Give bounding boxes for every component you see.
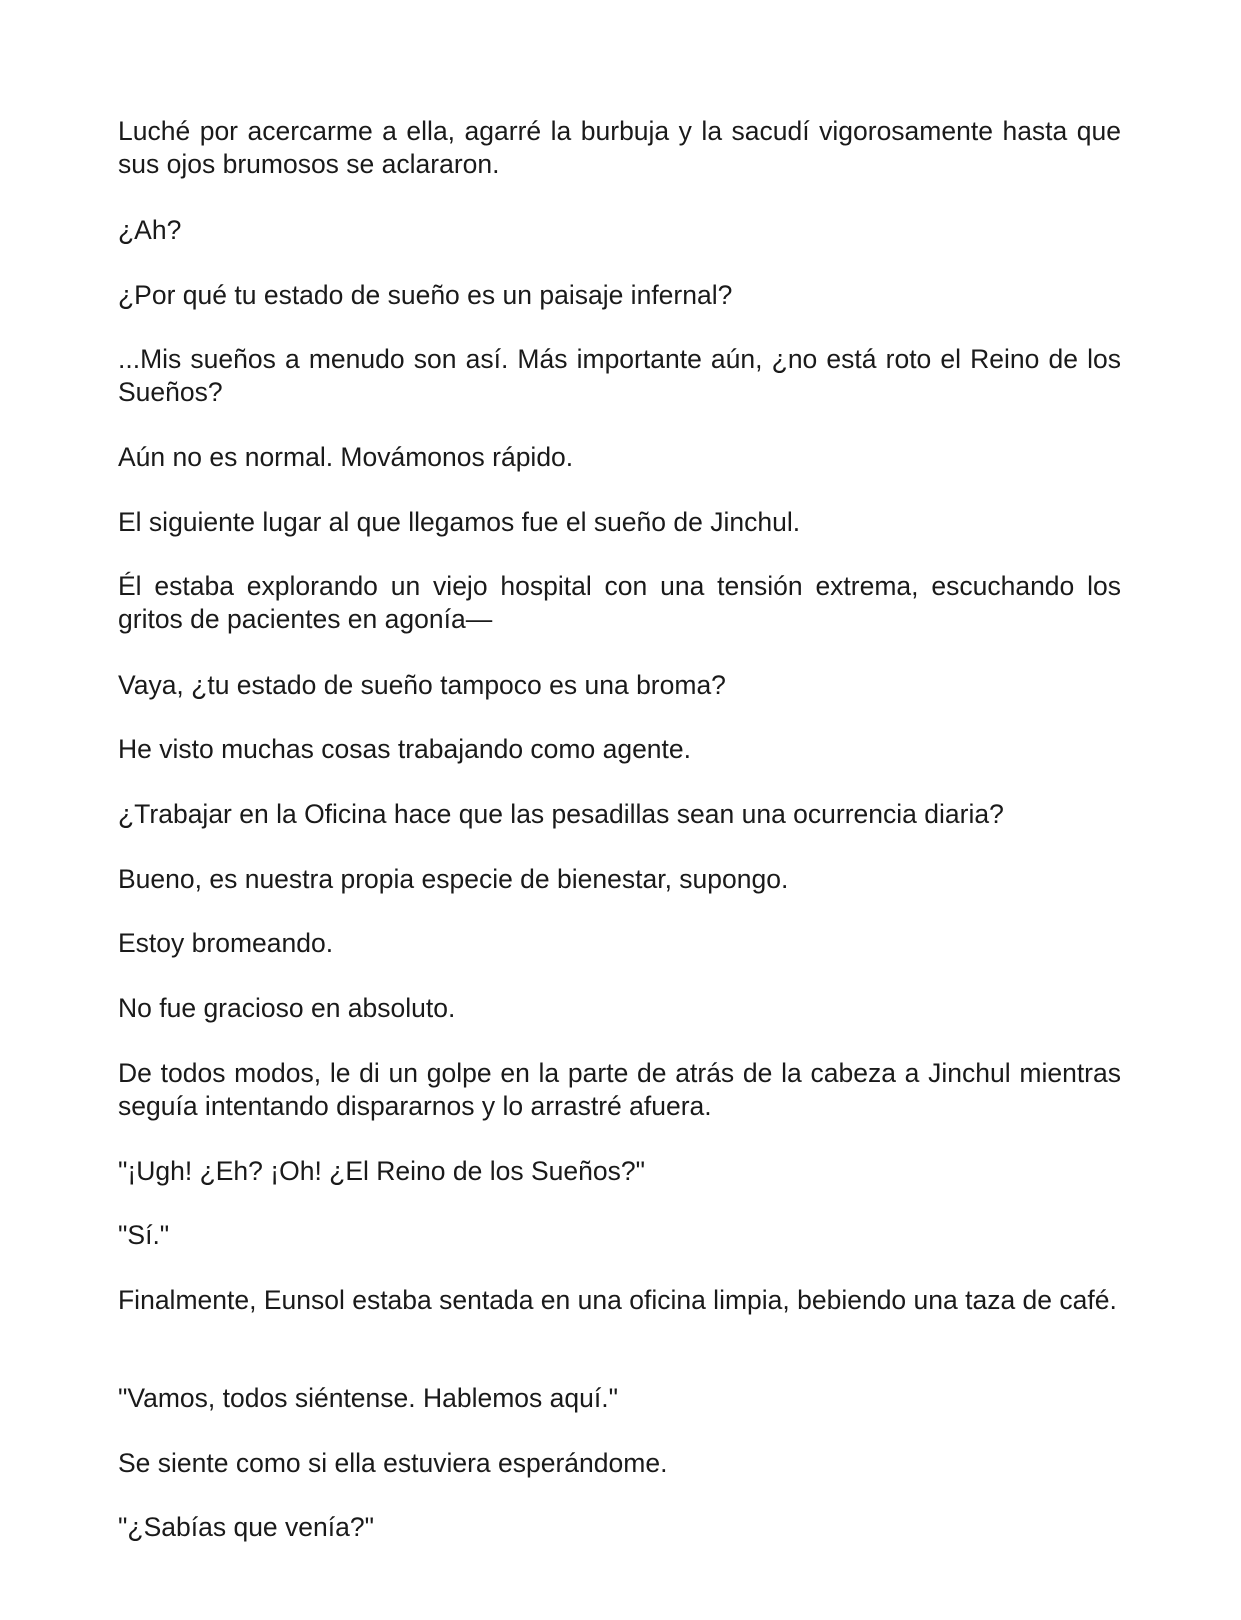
paragraph-9: He visto muchas cosas trabajando como agente. <box>118 734 692 764</box>
paragraph-14: De todos modos, le di un golpe en la parte de atrás de la cabeza a Jinchul mientras seguía intentando dispararnos y lo arrastré afuera. <box>118 1058 1121 1121</box>
paragraph-12: Estoy bromeando. <box>118 928 334 958</box>
paragraph-17: Finalmente, Eunsol estaba sentada en una oficina limpia, bebiendo una taza de café. <box>118 1285 1117 1315</box>
paragraph-5: Aún no es normal. Movámonos rápido. <box>118 442 574 472</box>
paragraph-20: "¿Sabías que venía?" <box>118 1512 375 1542</box>
paragraph-7: Él estaba explorando un viejo hospital con una tensión extrema, escuchando los gritos de pacientes en agonía— <box>118 571 1121 634</box>
paragraph-11: Bueno, es nuestra propia especie de bienestar, supongo. <box>118 864 789 894</box>
paragraph-10: ¿Trabajar en la Oficina hace que las pesadillas sean una ocurrencia diaria? <box>118 799 1004 829</box>
paragraph-1: Luché por acercarme a ella, agarré la burbuja y la sacudí vigorosamente hasta que sus ojos brumosos se aclararon. <box>118 116 1121 179</box>
paragraph-2: ¿Ah? <box>118 215 182 245</box>
paragraph-6: El siguiente lugar al que llegamos fue el sueño de Jinchul. <box>118 507 801 537</box>
paragraph-19: Se siente como si ella estuviera esperándome. <box>118 1448 668 1478</box>
paragraph-8: Vaya, ¿tu estado de sueño tampoco es una broma? <box>118 670 726 700</box>
paragraph-13: No fue gracioso en absoluto. <box>118 993 456 1023</box>
paragraph-18: "Vamos, todos siéntense. Hablemos aquí." <box>118 1383 619 1413</box>
paragraph-4: ...Mis sueños a menudo son así. Más importante aún, ¿no está roto el Reino de los Sueños? <box>118 344 1121 407</box>
paragraph-3: ¿Por qué tu estado de sueño es un paisaje infernal? <box>118 280 733 310</box>
paragraph-15: "¡Ugh! ¿Eh? ¡Oh! ¿El Reino de los Sueños?" <box>118 1156 645 1186</box>
paragraph-16: "Sí." <box>118 1220 170 1250</box>
